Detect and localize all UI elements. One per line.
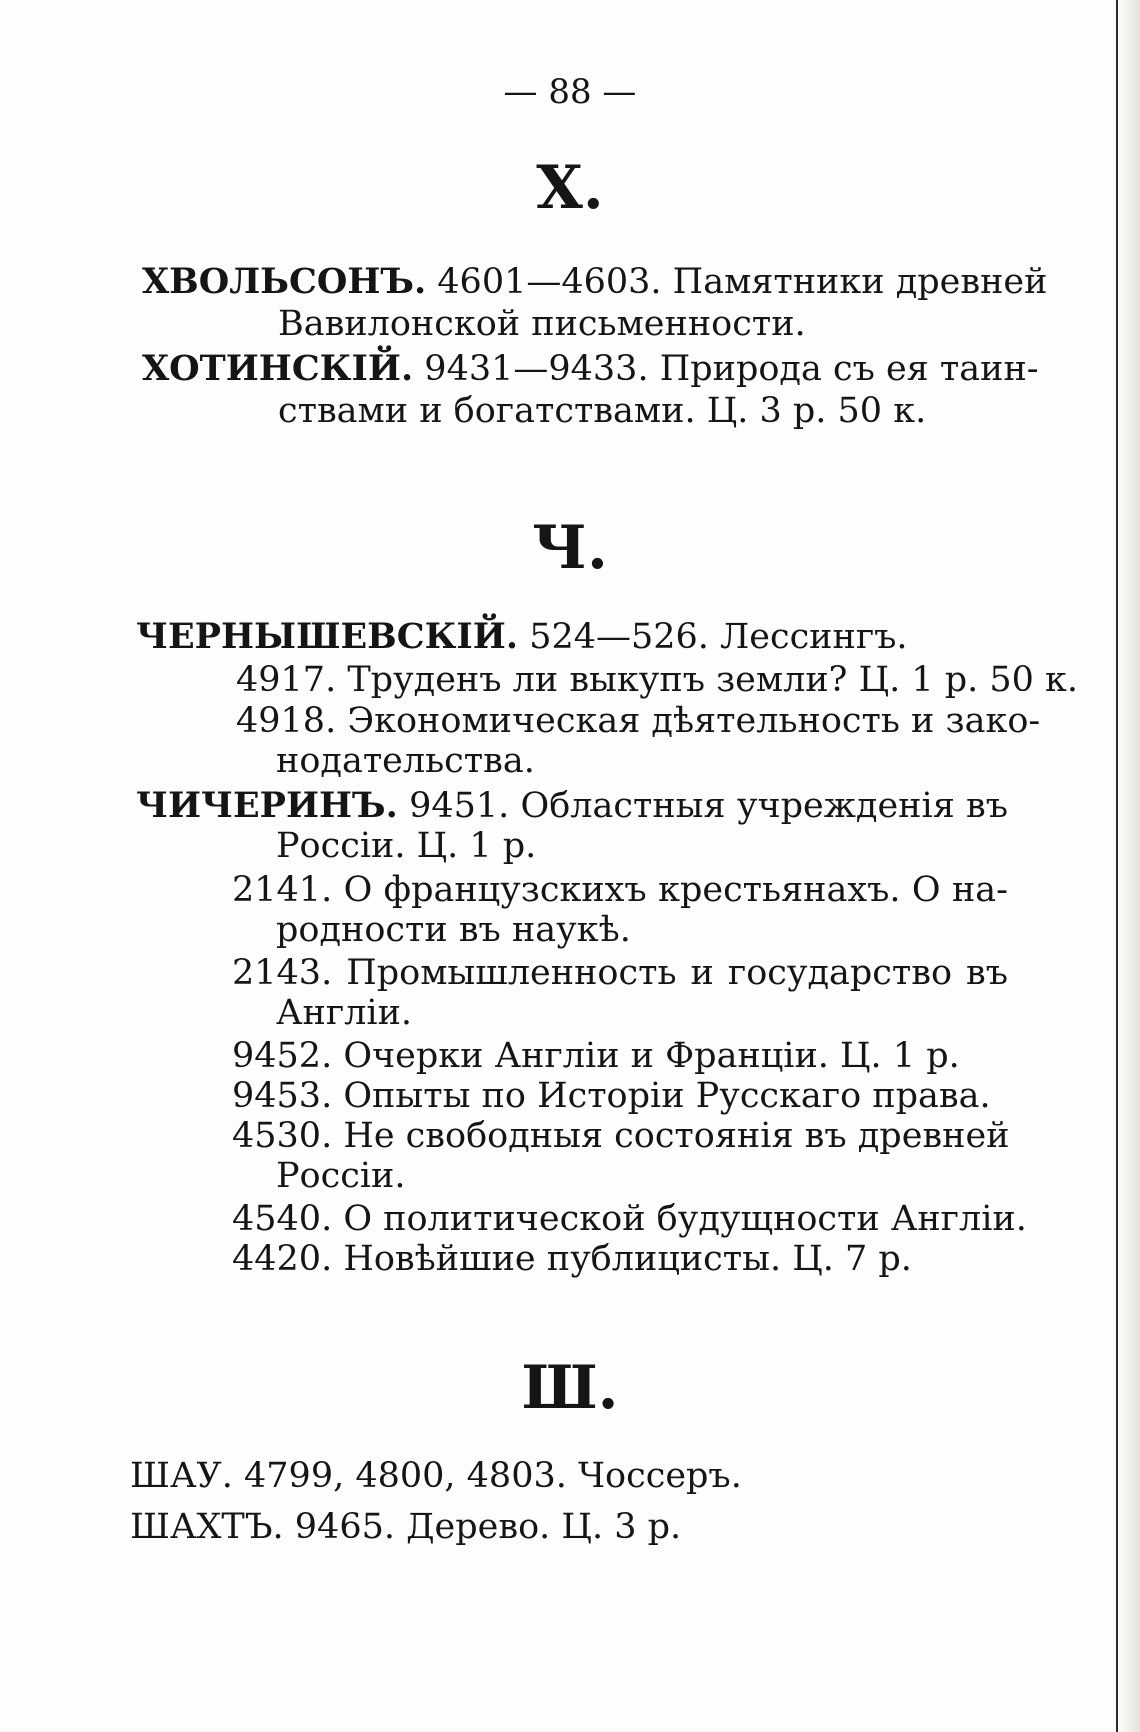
author-name: ЧИЧЕРИНЪ. (136, 785, 398, 826)
section-letter-sh: Ш. (521, 1353, 619, 1423)
entry-line: Англіи. (276, 993, 413, 1033)
entry-line: ствами и богатствами. Ц. 3 р. 50 к. (278, 391, 927, 431)
entry-line: нодательства. (276, 741, 535, 781)
entry-line: 2141. О французскихъ крестьянахъ. О на- (232, 870, 1008, 910)
entry-line: 9465. Дерево. Ц. 3 р. (294, 1507, 682, 1547)
entry-line: 2143. Промышленность и государство въ (232, 953, 1008, 993)
entry-line: 524—526. Лессингъ. (529, 617, 908, 657)
entry-chicherin (136, 786, 1008, 826)
author-name: ШАУ. (130, 1456, 233, 1496)
section-letter-kh: Х. (536, 153, 604, 223)
entry-line: 9452. Очерки Англіи и Франціи. Ц. 1 р. (232, 1036, 960, 1076)
entry-line: 9451. Областныя учрежденія въ (409, 786, 1008, 826)
entry-line: 4601—4603. Памятники древней (437, 262, 1048, 302)
entry-line: 4799, 4800, 4803. Чоссеръ. (244, 1456, 742, 1496)
entry-line: 4420. Новѣйшие публицисты. Ц. 7 р. (232, 1239, 912, 1279)
author-name: ХВОЛЬСОНЪ. (142, 261, 427, 302)
page-edge (1116, 0, 1140, 1732)
entry-line: 9431—9433. Природа съ ея таин- (424, 349, 1039, 389)
author-name: ШАХТЪ. (130, 1507, 284, 1547)
entry-khotinsky (142, 348, 1039, 389)
entry-line: 4918. Экономическая дѣятельность и зако- (236, 701, 1041, 741)
entry-line: родности въ наукѣ. (276, 910, 631, 950)
entry-line: Вавилонской письменности. (278, 304, 806, 344)
entry-line: Россіи. (276, 1156, 406, 1196)
section-letter-ch: Ч. (532, 513, 608, 583)
entry-line: 9453. Опыты по Исторіи Русскаго права. (232, 1076, 991, 1116)
entry-line: 4530. Не свободныя состоянія въ древней (232, 1116, 1010, 1156)
entry-shau (130, 1456, 742, 1496)
entry-line: 4917. Труденъ ли выкупъ земли? Ц. 1 р. 50 к. (236, 660, 1079, 700)
page-number: — 88 — (503, 72, 637, 112)
entry-chernyshevsky (136, 617, 908, 657)
author-name: ЧЕРНЫШЕВСКІЙ. (136, 616, 519, 657)
entry-khvolson (142, 261, 1048, 302)
entry-line: Россіи. Ц. 1 р. (276, 826, 537, 866)
entry-shakht (130, 1507, 681, 1547)
entry-line: 4540. О политической будущности Англіи. (232, 1199, 1027, 1239)
author-name: ХОТИНСКІЙ. (142, 348, 414, 389)
